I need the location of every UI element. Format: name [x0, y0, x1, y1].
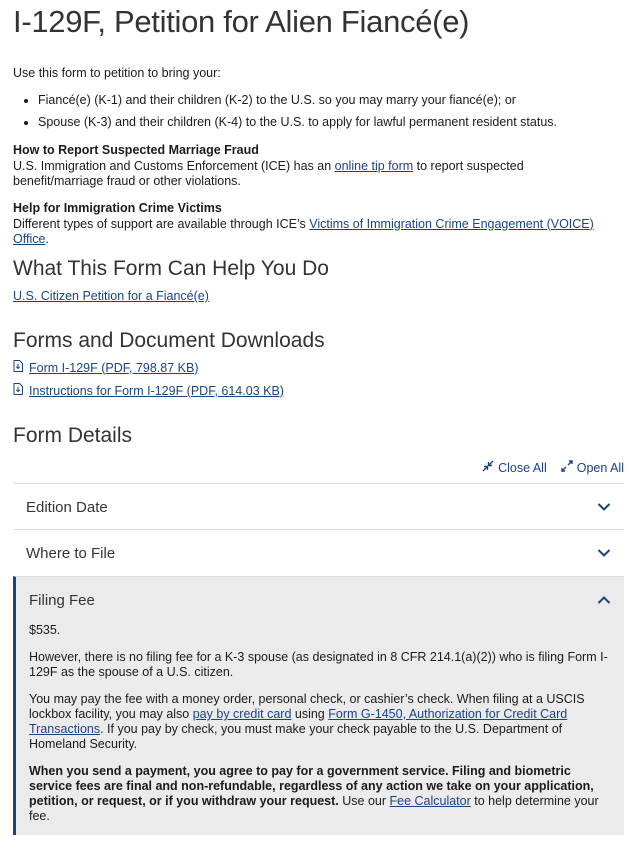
list-item: • Fiancé(e) (K-1) and their children (K-2) to the U.S. so you may marry your fiancé(e); or: [38, 93, 557, 107]
fee-amount: $535.: [29, 623, 61, 637]
fraud-text-after: to report suspected benefit/marriage fraud or other violations.: [13, 158, 524, 188]
victims-heading: Help for Immigration Crime Victims: [13, 201, 222, 215]
pdf-icon: [13, 360, 23, 375]
accordion-edition-date[interactable]: [13, 483, 624, 530]
fee-notice: [29, 764, 611, 824]
online-tip-form-link[interactable]: online tip form: [334, 158, 414, 173]
page-title: I-129F, Petition for Alien Fiancé(e): [13, 4, 470, 39]
chevron-down-icon: [597, 499, 611, 516]
pay-by-credit-card-link[interactable]: pay by credit card: [192, 707, 292, 721]
accordion-toolbar: [482, 460, 624, 475]
fraud-text-before: U.S. Immigration and Customs Enforcement (ICE) has an: [13, 158, 335, 173]
downloads-heading: Forms and Document Downloads: [13, 329, 325, 352]
filing-fee-content: [16, 623, 624, 850]
fee-exemption: However, there is no filing fee for a K-3 spouse (as designated in 8 CFR 214.1(a)(2)) who is filing Form I-129F as the spouse of a U.S. citizen.: [29, 650, 608, 679]
voice-office-link[interactable]: Victims of Immigration Crime Engagement (VOICE) Office: [13, 216, 594, 246]
fee-notice-text: to help determine your fee.: [29, 794, 599, 823]
intro-text: Use this form to petition to bring your:: [13, 66, 221, 80]
fiance-petition-link[interactable]: U.S. Citizen Petition for a Fiancé(e): [13, 289, 209, 303]
victims-text-after: .: [45, 232, 49, 246]
fraud-heading: How to Report Suspected Marriage Fraud: [13, 143, 259, 157]
victims-text-before: Different types of support are available through ICE’s: [13, 216, 310, 231]
accordion-title: Filing Fee: [29, 591, 95, 609]
close-all-label: Close All: [498, 460, 547, 475]
chevron-down-icon: [597, 545, 611, 562]
close-all-button[interactable]: [482, 460, 547, 475]
victims-section: [13, 201, 613, 248]
bullet-list: [20, 93, 557, 137]
list-item: • Spouse (K-3) and their children (K-4) to the U.S. to apply for lawful permanent resident status.: [38, 115, 557, 129]
accordion-where-to-file[interactable]: [13, 529, 624, 576]
payment-text: using: [291, 707, 329, 721]
collapse-icon: [482, 460, 494, 475]
payment-methods: [29, 692, 611, 752]
help-heading: What This Form Can Help You Do: [13, 257, 329, 280]
form-g1450-link[interactable]: Form G-1450, Authorization for Credit Card Transactions: [29, 707, 568, 736]
accordion-title: Where to File: [26, 544, 116, 562]
download-item[interactable]: [13, 383, 284, 398]
open-all-label: Open All: [576, 460, 624, 475]
instructions-pdf-link[interactable]: Instructions for Form I-129F (PDF, 614.03 KB): [29, 383, 284, 398]
payment-text: You may pay the fee with a money order, personal check, or cashier’s check. When filing at a USCIS lockbox facility, you may also: [29, 692, 585, 721]
chevron-up-icon: [597, 592, 611, 609]
fee-calculator-link[interactable]: Fee Calculator: [389, 794, 471, 808]
accordion-filing-fee[interactable]: [13, 576, 624, 835]
payment-text: . If you pay by check, you must make your check payable to the U.S. Department of Homeland Security.: [29, 722, 563, 751]
pdf-icon: [13, 383, 23, 398]
form-pdf-link[interactable]: Form I-129F (PDF, 798.87 KB): [29, 360, 199, 375]
fraud-section: [13, 143, 613, 190]
expand-icon: [561, 460, 573, 475]
open-all-button[interactable]: [561, 460, 624, 475]
fee-notice-bold: When you send a payment, you agree to pay for a government service. Filing and biometric service fees are final and non-refundable, regardless of any action we take on your application, petition, or request, or if you withdraw your request.: [29, 764, 594, 808]
download-item[interactable]: [13, 360, 199, 375]
form-details-heading: Form Details: [13, 424, 133, 447]
fee-notice-text: Use our: [338, 794, 390, 808]
accordion-title: Edition Date: [26, 498, 108, 516]
